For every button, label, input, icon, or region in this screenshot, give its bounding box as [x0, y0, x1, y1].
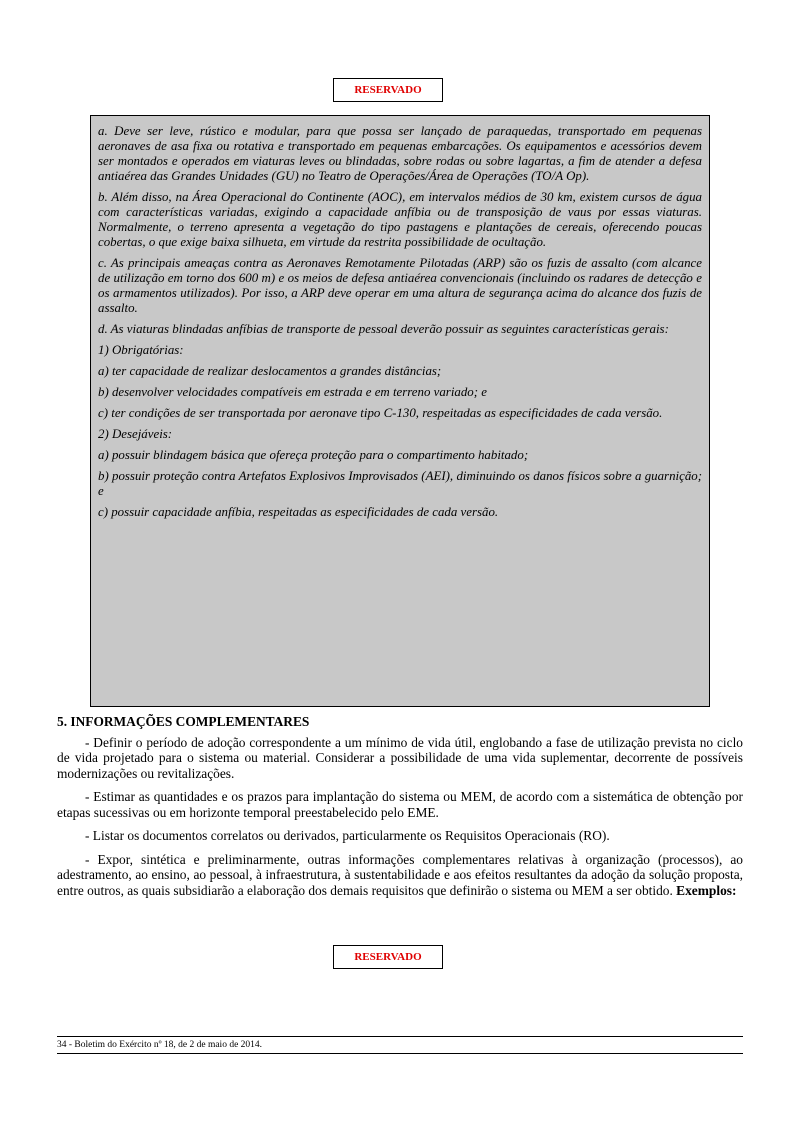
box-mandatory-item-c: c) ter condições de ser transportada por aeronave tipo C-130, respeitadas as especificidades de cada versão. [98, 406, 663, 420]
section-paragraph-last-text: - Expor, sintética e preliminarmente, outras informações complementares relativas à organização (processos), ao adestramento, ao ensino, ao pessoal, à infraestrutura, à sustentabilidade e aos efeitos resultantes da adoção da solução proposta, entre outros, as quais subsidiarão a elaboração dos demais requisitos que definirão o sistema ou MEM a ser obtido. [57, 851, 743, 898]
footer-citation: 34 - Boletim do Exército nº 18, de 2 de maio de 2014. [57, 1040, 263, 1050]
footer-rule-top [57, 1036, 743, 1037]
section-paragraph: - Definir o período de adoção correspondente a um mínimo de vida útil, englobando a fase de utilização prevista no ciclo de vida projetado para o sistema ou material. Considerar a possibilidade de uma vida suplementar, decorrente de possíveis modernizações ou revitalizações. [57, 734, 743, 781]
box-mandatory-item-a: a) ter capacidade de realizar deslocamentos a grandes distâncias; [98, 364, 442, 378]
complementary-info-section [57, 714, 743, 906]
box-paragraph-a: a. Deve ser leve, rústico e modular, para que possa ser lançado de paraquedas, transportado em pequenas aeronaves de asa fixa ou rotativa e transportado em pequenas embarcações. Os equipamentos e acessórios devem ser montados e operados em viaturas leves ou blindadas, sobre rodas ou sobre lagartas, a fim de atender a defesa antiaérea das Grandes Unidades (GU) no Teatro de Operações/Área de Operações (TO/A Op). [98, 124, 702, 183]
box-paragraph-b: b. Além disso, na Área Operacional do Continente (AOC), em intervalos médios de 30 km, existem cursos de água com características variadas, exigindo a capacidade anfíbia ou de transposição de vaus por essas viaturas. Normalmente, o terreno apresenta a vegetação do tipo pastagens e plantações de cereais, oferecendo poucas cobertas, o que exige baixa silhueta, em virtude da restrita possibilidade de ocultação. [98, 190, 702, 249]
box-desirable-item-c: c) possuir capacidade anfíbia, respeitadas as especificidades de cada versão. [98, 505, 499, 519]
classification-stamp-bottom: RESERVADO [333, 945, 443, 969]
requirements-box [90, 115, 710, 707]
box-desirable-item-b: b) possuir proteção contra Artefatos Explosivos Improvisados (AEI), diminuindo os danos físicos sobre a guarnição; e [98, 469, 702, 498]
box-mandatory-item-b: b) desenvolver velocidades compatíveis em estrada e em terreno variado; e [98, 385, 487, 399]
classification-stamp-top: RESERVADO [333, 78, 443, 102]
footer-rule-bottom [57, 1053, 743, 1054]
box-desirable-item-a: a) possuir blindagem básica que ofereça proteção para o compartimento habitado; [98, 448, 529, 462]
box-subheading-desirable: 2) Desejáveis: [98, 427, 173, 441]
box-paragraph-d: d. As viaturas blindadas anfíbias de transporte de pessoal deverão possuir as seguintes características gerais: [98, 322, 669, 336]
section-heading: 5. INFORMAÇÕES COMPLEMENTARES [57, 714, 310, 729]
section-paragraph: - Estimar as quantidades e os prazos para implantação do sistema ou MEM, de acordo com a sistemática de obtenção por etapas sucessivas ou em horizonte temporal preestabelecido pelo EME. [57, 789, 743, 820]
section-paragraph: - Listar os documentos correlatos ou derivados, particularmente os Requisitos Operacionais (RO). [85, 828, 610, 843]
box-subheading-mandatory: 1) Obrigatórias: [98, 343, 184, 357]
box-paragraph-c: c. As principais ameaças contra as Aeronaves Remotamente Pilotadas (ARP) são os fuzis de assalto (com alcance de utilização em torno dos 600 m) e os meios de defesa antiaérea convencionais (incluindo os radares de detecção e os armamentos utilizados). Por isso, a ARP deve operar em uma altura de segurança acima do alcance dos fuzis de assalto. [98, 256, 702, 315]
examples-label: Exemplos: [676, 882, 737, 898]
section-paragraph-last [57, 852, 743, 899]
